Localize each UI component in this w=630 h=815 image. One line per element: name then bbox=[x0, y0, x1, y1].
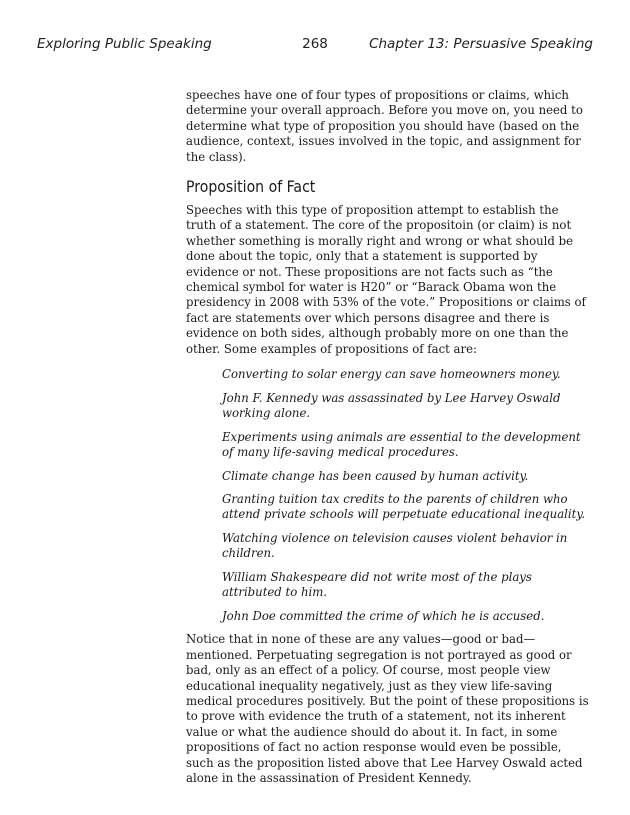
chapter-title: Chapter 13: Persuasive Speaking bbox=[369, 36, 593, 52]
example-item: John Doe committed the crime of which he is accused. bbox=[222, 608, 545, 623]
paragraph-2: Notice that in none of these are any values—good or bad—mentioned. Perpetuating segregation is not portrayed as good or bad, only as an effect of a policy. Of course, most people view educational inequality negatively, just as they view life-saving medical procedures positively. But the point of these propositions is to prove with evidence the truth of a statement, not its inherent value or what the audience should do about it. In fact, in some propositions of fact no action response would even be possible, such as the proposition listed above that Lee Harvey Oswald acted alone in the assassination of President Kennedy. bbox=[186, 632, 589, 786]
page-header bbox=[37, 36, 593, 56]
example-item: Climate change has been caused by human activity. bbox=[222, 468, 529, 483]
section-heading: Proposition of Fact bbox=[186, 177, 316, 197]
example-item: Watching violence on television causes violent behavior in children. bbox=[222, 530, 568, 561]
examples-list bbox=[222, 367, 591, 624]
intro-paragraph: speeches have one of four types of propositions or claims, which determine your overall approach. Before you move on, you need to determine what type of proposition you should have (based on the audience, context, issues involved in the topic, and assignment for the class). bbox=[186, 88, 583, 164]
book-title: Exploring Public Speaking bbox=[37, 36, 212, 52]
example-item: Granting tuition tax credits to the parents of children who attend private schools will perpetuate educational inequality. bbox=[222, 491, 586, 522]
page-number: 268 bbox=[302, 36, 328, 52]
example-item: John F. Kennedy was assassinated by Lee Harvey Oswald working alone. bbox=[222, 390, 561, 421]
example-item: William Shakespeare did not write most of the plays attributed to him. bbox=[222, 569, 532, 600]
example-item: Experiments using animals are essential to the development of many life-saving medical procedures. bbox=[222, 429, 581, 460]
example-item: Converting to solar energy can save homeowners money. bbox=[222, 367, 561, 382]
paragraph-1: Speeches with this type of proposition attempt to establish the truth of a statement. The core of the propositoin (or claim) is not whether something is morally right and wrong or what should be done about the topic, only that a statement is supported by evidence or not. These propositions are not facts such as “the chemical symbol for water is H20” or “Barack Obama won the presidency in 2008 with 53% of the vote.” Propositions or claims of fact are statements over which persons disagree and there is evidence on both sides, although probably more on one than the other. Some examples of propositions of fact are: bbox=[186, 202, 586, 356]
body-text bbox=[186, 88, 591, 787]
